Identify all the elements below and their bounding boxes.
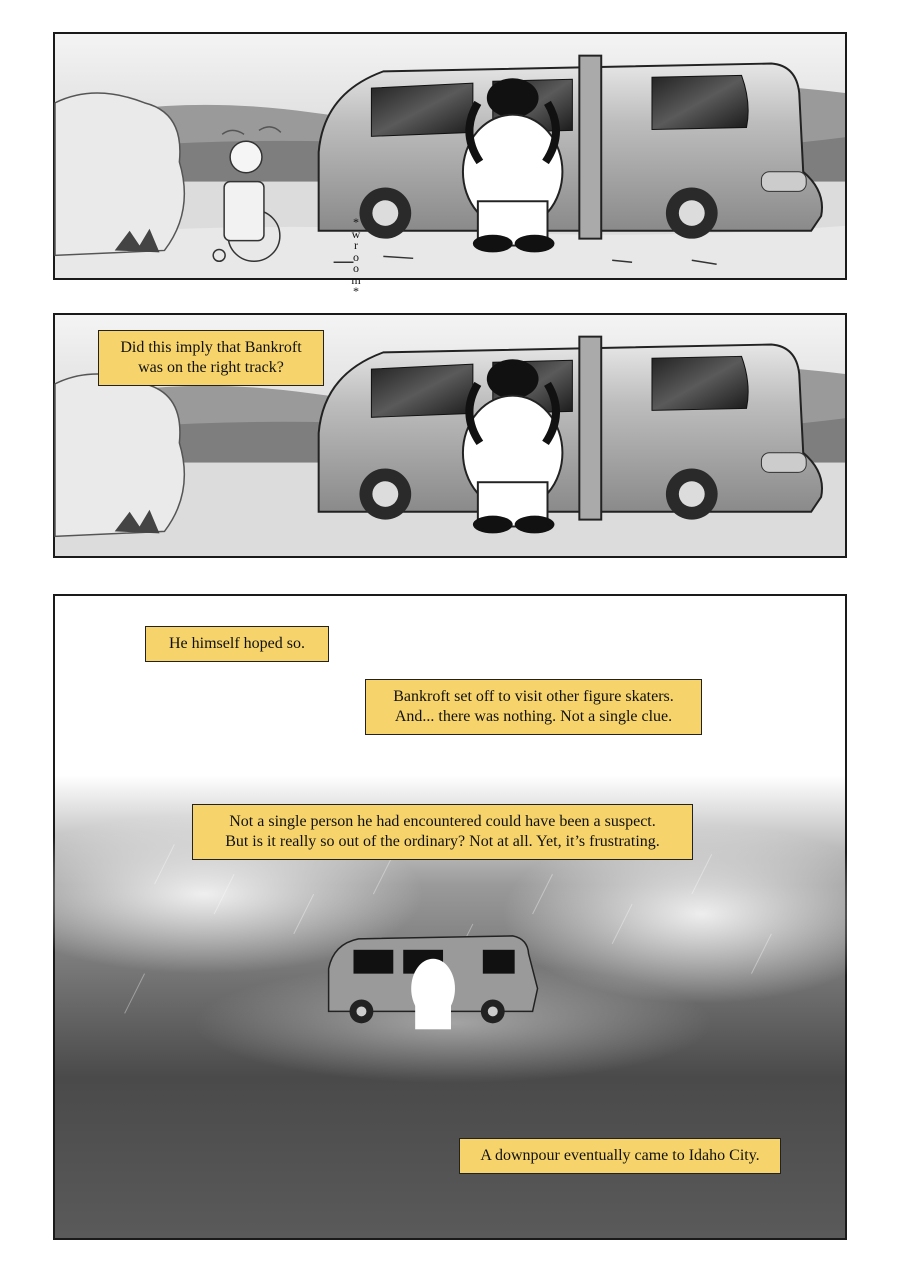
sfx-char: r: [354, 238, 358, 252]
sfx-char: m: [351, 272, 361, 287]
caption-box: [459, 1138, 781, 1174]
caption-line: was on the right track?: [138, 359, 284, 376]
sfx-char: o: [353, 249, 359, 264]
caption-line: But is it really so out of the ordinary? Not at all. Yet, it’s frustrating.: [225, 833, 660, 850]
sfx-char: o: [353, 261, 359, 275]
caption-line: Not a single person he had encountered could have been a suspect.: [229, 813, 656, 830]
caption-line: Did this imply that Bankroft: [120, 339, 302, 356]
comic-panel-1: [53, 32, 847, 298]
comic-panel-3: [53, 594, 847, 1240]
caption-box: [365, 679, 702, 735]
sfx-wroom: [350, 217, 362, 298]
bankroft-figure: [463, 78, 562, 252]
van-illustration: [319, 56, 822, 239]
caption-box: [98, 330, 324, 386]
panel-1-illustration: [55, 34, 845, 278]
comic-panel-2: [53, 313, 847, 558]
caption-line: A downpour eventually came to Idaho City.: [480, 1147, 760, 1164]
caption-box: [145, 626, 329, 662]
sfx-char: *: [353, 284, 359, 298]
caption-line: He himself hoped so.: [169, 635, 305, 652]
sfx-char: *: [353, 215, 359, 229]
caption-box: [192, 804, 693, 860]
sfx-char: w: [351, 226, 361, 241]
caption-line: And... there was nothing. Not a single clue.: [394, 708, 673, 725]
caption-line: Bankroft set off to visit other figure skaters.: [393, 688, 674, 705]
